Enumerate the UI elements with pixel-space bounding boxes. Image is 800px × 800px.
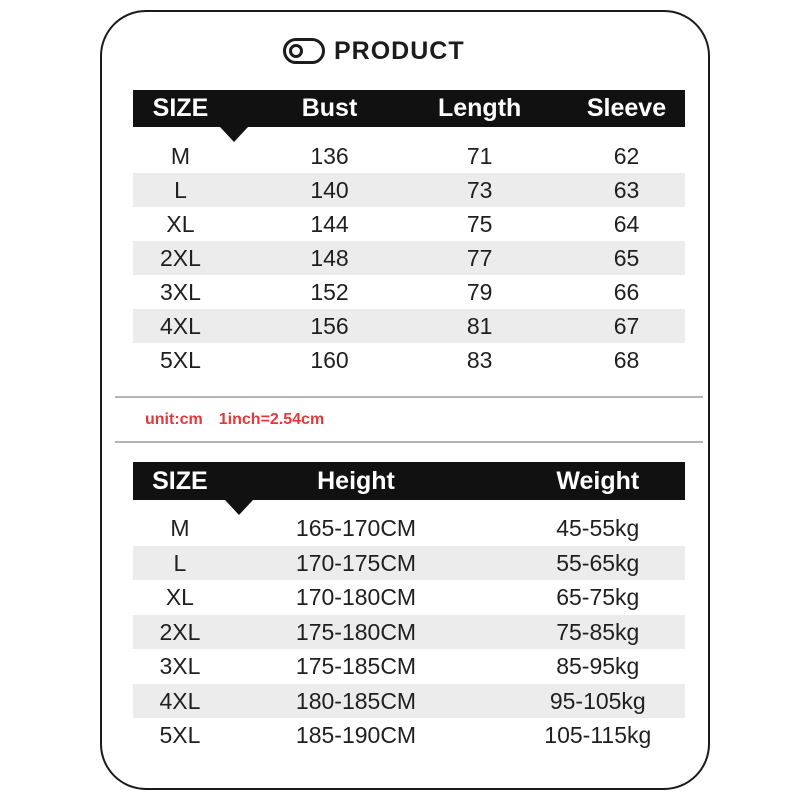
- column-header-size: SIZE: [152, 467, 208, 495]
- cell-weight: 95-105kg: [549, 687, 646, 714]
- product-pill-icon: [283, 38, 325, 64]
- cell-size: L: [173, 549, 187, 576]
- body-table-header: [133, 462, 685, 500]
- table-row: [133, 241, 685, 275]
- table-row: [133, 511, 685, 546]
- cell-height: 165-170CM: [295, 515, 417, 541]
- cell-sleeve: 63: [613, 177, 640, 203]
- table-row: [133, 139, 685, 173]
- cell-weight: 85-95kg: [556, 653, 640, 679]
- cell-size: M: [170, 515, 190, 541]
- cell-length: 79: [466, 279, 493, 305]
- cell-sleeve: 67: [613, 313, 640, 339]
- body-table: [133, 462, 685, 753]
- column-header-size: SIZE: [152, 94, 209, 122]
- cell-sleeve: 66: [613, 279, 640, 305]
- cell-bust: 136: [310, 143, 349, 169]
- cell-size: 5XL: [160, 347, 201, 373]
- cell-bust: 144: [310, 211, 349, 237]
- unit-label: unit:cm: [145, 411, 203, 428]
- table-row: [133, 580, 685, 615]
- cell-height: 170-180CM: [295, 584, 417, 610]
- column-header-height: Height: [317, 467, 395, 495]
- cell-length: 71: [466, 143, 493, 169]
- table-row: [133, 173, 685, 207]
- cell-bust: 156: [310, 313, 349, 339]
- column-header-weight: Weight: [556, 467, 640, 495]
- cell-weight: 65-75kg: [556, 584, 640, 610]
- cell-size: XL: [165, 584, 194, 610]
- column-header-length: Length: [437, 94, 522, 122]
- cell-length: 83: [466, 347, 493, 373]
- cell-height: 175-180CM: [295, 618, 417, 645]
- table-row: [133, 275, 685, 309]
- table-row: [133, 546, 685, 581]
- cell-weight: 55-65kg: [556, 549, 640, 576]
- cell-height: 175-185CM: [295, 653, 417, 679]
- table-row: [133, 207, 685, 241]
- cell-sleeve: 65: [613, 245, 640, 271]
- table-row: [133, 343, 685, 377]
- divider-top: [115, 396, 703, 398]
- cell-length: 81: [466, 313, 493, 339]
- table-row: [133, 649, 685, 684]
- cell-bust: 160: [310, 347, 349, 373]
- cell-weight: 45-55kg: [556, 515, 640, 541]
- size-table-body: [133, 139, 685, 377]
- column-header-sleeve: Sleeve: [586, 94, 667, 122]
- title: [283, 36, 465, 66]
- divider-bottom: [115, 441, 703, 443]
- cell-size: 3XL: [159, 653, 201, 679]
- body-table-body: [133, 511, 685, 753]
- cell-size: 4XL: [160, 313, 201, 339]
- cell-sleeve: 64: [613, 211, 640, 237]
- cell-sleeve: 62: [613, 143, 640, 169]
- cell-size: 2XL: [159, 618, 201, 645]
- size-table: [133, 90, 685, 377]
- table-row: [133, 615, 685, 650]
- cell-size: M: [170, 143, 191, 169]
- cell-length: 77: [466, 245, 493, 271]
- title-label: PRODUCT: [334, 36, 465, 65]
- table-row: [133, 309, 685, 343]
- size-table-header: [133, 90, 685, 127]
- cell-bust: 148: [310, 245, 349, 271]
- cell-weight: 75-85kg: [556, 618, 640, 645]
- cell-sleeve: 68: [613, 347, 640, 373]
- cell-bust: 152: [310, 279, 349, 305]
- cell-size: 4XL: [159, 687, 201, 714]
- cell-height: 180-185CM: [295, 687, 417, 714]
- size-chart-card: [100, 10, 710, 790]
- conversion-label: 1inch=2.54cm: [218, 411, 325, 428]
- cell-size: XL: [166, 211, 195, 237]
- cell-length: 75: [466, 211, 493, 237]
- cell-bust: 140: [310, 177, 349, 203]
- cell-size: 3XL: [160, 279, 201, 305]
- table-row: [133, 718, 685, 753]
- cell-size: 2XL: [160, 245, 201, 271]
- column-header-bust: Bust: [301, 94, 358, 122]
- cell-height: 170-175CM: [295, 549, 417, 576]
- table-row: [133, 684, 685, 719]
- cell-length: 73: [466, 177, 493, 203]
- unit-note: [145, 411, 324, 431]
- cell-size: 5XL: [159, 722, 201, 748]
- cell-size: L: [174, 177, 187, 203]
- cell-weight: 105-115kg: [544, 722, 652, 748]
- cell-height: 185-190CM: [295, 722, 417, 748]
